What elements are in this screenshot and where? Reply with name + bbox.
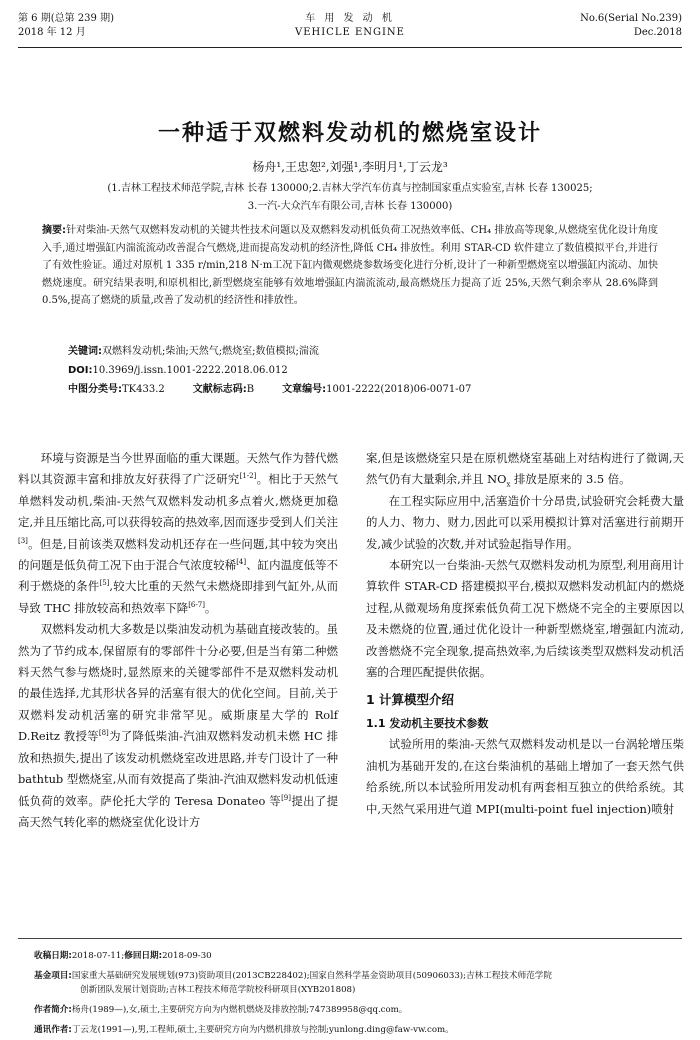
footnote-label: 修回日期:: [124, 951, 163, 961]
citation: [6-7]: [188, 601, 205, 610]
abstract-label: 摘要:: [42, 225, 67, 236]
abstract: [42, 222, 658, 310]
footnote-text: 丁云龙(1991—),男,工程师,硕士,主要研究方向为内燃机排放与控制;yunlong.ding@faw-vw.com。: [71, 1025, 454, 1035]
paragraph: 在工程实际应用中,活塞造价十分昂贵,试验研究会耗费大量的人力、物力、财力,因此可以采用模拟计算对活塞进行前期开发,减少试验的次数,并对试验起指导作用。: [366, 493, 684, 551]
citation: [9]: [281, 793, 291, 802]
footnote-divider: [18, 938, 682, 939]
affiliation-line: 3.一汽-大众汽车有限公司,吉林 长春 130000): [247, 201, 453, 212]
classification-line: [68, 383, 658, 397]
author-bio: [34, 1000, 682, 1020]
clc-label: 中图分类号:: [68, 384, 122, 395]
paper-title: 一种适于双燃料发动机的燃烧室设计: [157, 121, 542, 146]
citation: [5]: [99, 579, 110, 588]
doi: [68, 364, 658, 378]
doc-code-label: 文献标志码:: [192, 384, 247, 395]
footnotes: [34, 946, 682, 1040]
footnote-text: 创新团队发展计划资助;吉林工程技术师范学院校科研项目(XYB201808): [80, 985, 356, 995]
citation: [8]: [98, 729, 109, 738]
corresponding-author: [34, 1020, 682, 1040]
doi-text: 10.3969/j.issn.1001-2222.2018.06.012: [92, 365, 288, 376]
issue-date: 2018 年 12 月: [18, 27, 86, 38]
citation: [1-2]: [239, 472, 257, 481]
text-run: 提出了提高天然气转化率的燃烧室优化设计方: [18, 793, 338, 829]
journal-name-cn: 车 用 发 动 机: [305, 13, 395, 24]
left-column: [18, 448, 338, 833]
journal-name-en: VEHICLE ENGINE: [294, 27, 405, 38]
article-number-label: 文章编号:: [282, 384, 327, 395]
abstract-text: 针对柴油-天然气双燃料发动机的关键共性技术问题以及双燃料发动机低负荷工况热效率低、CH₄ 排放高等现象,从燃烧室优化设计角度入手,通过增强缸内湍流流动改善混合气燃烧,进而提高发动机的经济性,降低 CH₄ 排放性。利用 STAR-CD 软件建立了数值模拟平台,并进行了有效性验证。通过对原机 1 335 r/min,218 N·m工况下缸内微观燃烧参数场变化进行分析,设计了一种新型燃烧室以增强缸内流动、加快燃烧速度。研究结果表明,和原机相比,新型燃烧室能够有效地增强缸内湍流流动,最高燃烧压力提高了近 25%,天然气剩余率从 28.6%降到 0.5%,提高了燃烧的质量,改善了发动机的经济性和排放性。: [42, 225, 658, 306]
footnote-label: 收稿日期:: [34, 951, 72, 961]
text-run: 双燃料发动机大多数是以柴油发动机为基础直接改装的。虽然为了节约成本,保留原有的零部件十分必要,但是当有第二种燃料天然气参与燃烧时,显然原来的关键零部件不是双燃料发动机的最佳选择,尤其形状各异的活塞有很大的优化空间。目前,关于双燃料发动机活塞的研究非常罕见。威斯康星大学的 Rolf D.Reitz 教授等: [18, 622, 338, 744]
paragraph: [366, 448, 684, 491]
text-run: 环境与资源是当今世界面临的重大课题。天然气作为替代燃料以其资源丰富和排放友好获得了广泛研究: [18, 451, 338, 487]
citation: [3]: [18, 536, 28, 545]
footnote-text: 2018-07-11;: [71, 951, 125, 961]
section-heading: 1 计算模型介绍: [366, 692, 455, 708]
footnote-label: 通讯作者:: [34, 1025, 72, 1035]
affiliations: [30, 180, 670, 216]
text-run: ,较大比重的天然气未燃烧即排到气缸外,从而导致 THC 排放较高和热效率下降: [18, 579, 338, 615]
keywords-label: 关键词:: [68, 346, 102, 357]
footnote-text: 杨舟(1989—),女,硕士,主要研究方向为内燃机燃烧及排放控制;747389958@qq.com。: [71, 1005, 408, 1015]
issue-number: 第 6 期(总第 239 期): [18, 13, 114, 24]
text-run: 。: [204, 600, 217, 615]
doc-code-value: B: [246, 384, 255, 395]
affiliation-line: (1.吉林工程技术师范学院,吉林 长春 130000;2.吉林大学汽车仿真与控制国家重点实验室,吉林 长春 130025;: [107, 183, 593, 194]
issue-number-en: No.6(Serial No.239): [580, 13, 682, 24]
issue-date-en: Dec.2018: [633, 27, 682, 38]
text-run: 。相比于天然气单燃料发动机,柴油-天然气双燃料发动机多点着火,燃烧更加稳定,并且压缩比高,可以获得较高的热效率,因而逐步受到人们关注: [18, 472, 338, 530]
header-divider: [18, 47, 682, 48]
header-right: [580, 12, 682, 40]
paragraph: [18, 619, 338, 833]
received-date: [34, 946, 682, 966]
subsection-heading: 1.1 发动机主要技术参数: [366, 716, 489, 730]
text-run: 、缸内温度低等不利于燃烧的条件: [18, 558, 338, 594]
author-list: 杨舟¹,王忠恕²,刘强¹,李明月¹,丁云龙³: [252, 160, 448, 174]
article-number-value: 1001-2222(2018)06-0071-07: [326, 384, 472, 395]
footnote-text: 国家重大基础研究发展规划(973)资助项目(2013CB228402);国家自然科学基金资助项目(50906033);吉林工程技术师范学院: [71, 971, 552, 981]
text-run: 排放是原来的 3.5 倍。: [510, 472, 631, 487]
footnote-text: 2018-09-30: [162, 951, 212, 961]
right-column: [366, 448, 684, 820]
footnote-label: 作者简介:: [34, 1005, 72, 1015]
paragraph: 本研究以一台柴油-天然气双燃料发动机为原型,利用商用计算软件 STAR-CD 搭建模拟平台,模拟双燃料发动机缸内的燃烧过程,从微观场角度探索低负荷工况下燃烧不完全的主要原因以及未燃烧的位置,通过优化设计一种新型燃烧室,增强缸内流动,改善燃烧不完全现象,提高热效率,为后续该类型双燃料发动机活塞的合理匹配提供依据。: [366, 558, 684, 680]
text-run: 。但是,目前该类双燃料发动机还存在一些问题,其中较为突出的问题是低负荷工况下由于混合气浓度较稀: [18, 536, 338, 573]
paragraph: [18, 448, 338, 619]
fund-info: [34, 966, 682, 1000]
paragraph: 试验所用的柴油-天然气双燃料发动机是以一台涡轮增压柴油机为基础开发的,在这台柴油机的基础上增加了一套天然气供给系统,所以本试验所用发动机有两套相互独立的供给系统。其中,天然气采用进气道 MPI(multi-point fuel injection)喷射: [366, 737, 684, 816]
keywords-text: 双燃料发动机;柴油;天然气;燃烧室;数值模拟;湍流: [102, 346, 319, 357]
doi-label: DOI:: [68, 365, 93, 376]
footnote-label: 基金项目:: [34, 971, 72, 981]
running-header: [18, 12, 682, 48]
keywords: [68, 345, 658, 359]
clc-value: TK433.2: [122, 384, 165, 395]
text-run: 为了降低柴油-汽油双燃料发动机未燃 HC 排放和热损失,提出了该发动机燃烧室改进思路,并专门设计了一种 bathtub 型燃烧室,从而有效提高了柴油-汽油双燃料发动机低速低负荷的效率。萨伦托大学的 Teresa Donateo 等: [18, 729, 338, 808]
subscript: x: [506, 480, 511, 489]
text-run: 案,但是该燃烧室只是在原机燃烧室基础上对结构进行了微调,天然气仍有大量剩余,并且 NO: [366, 451, 684, 487]
citation: [4]: [236, 558, 247, 567]
